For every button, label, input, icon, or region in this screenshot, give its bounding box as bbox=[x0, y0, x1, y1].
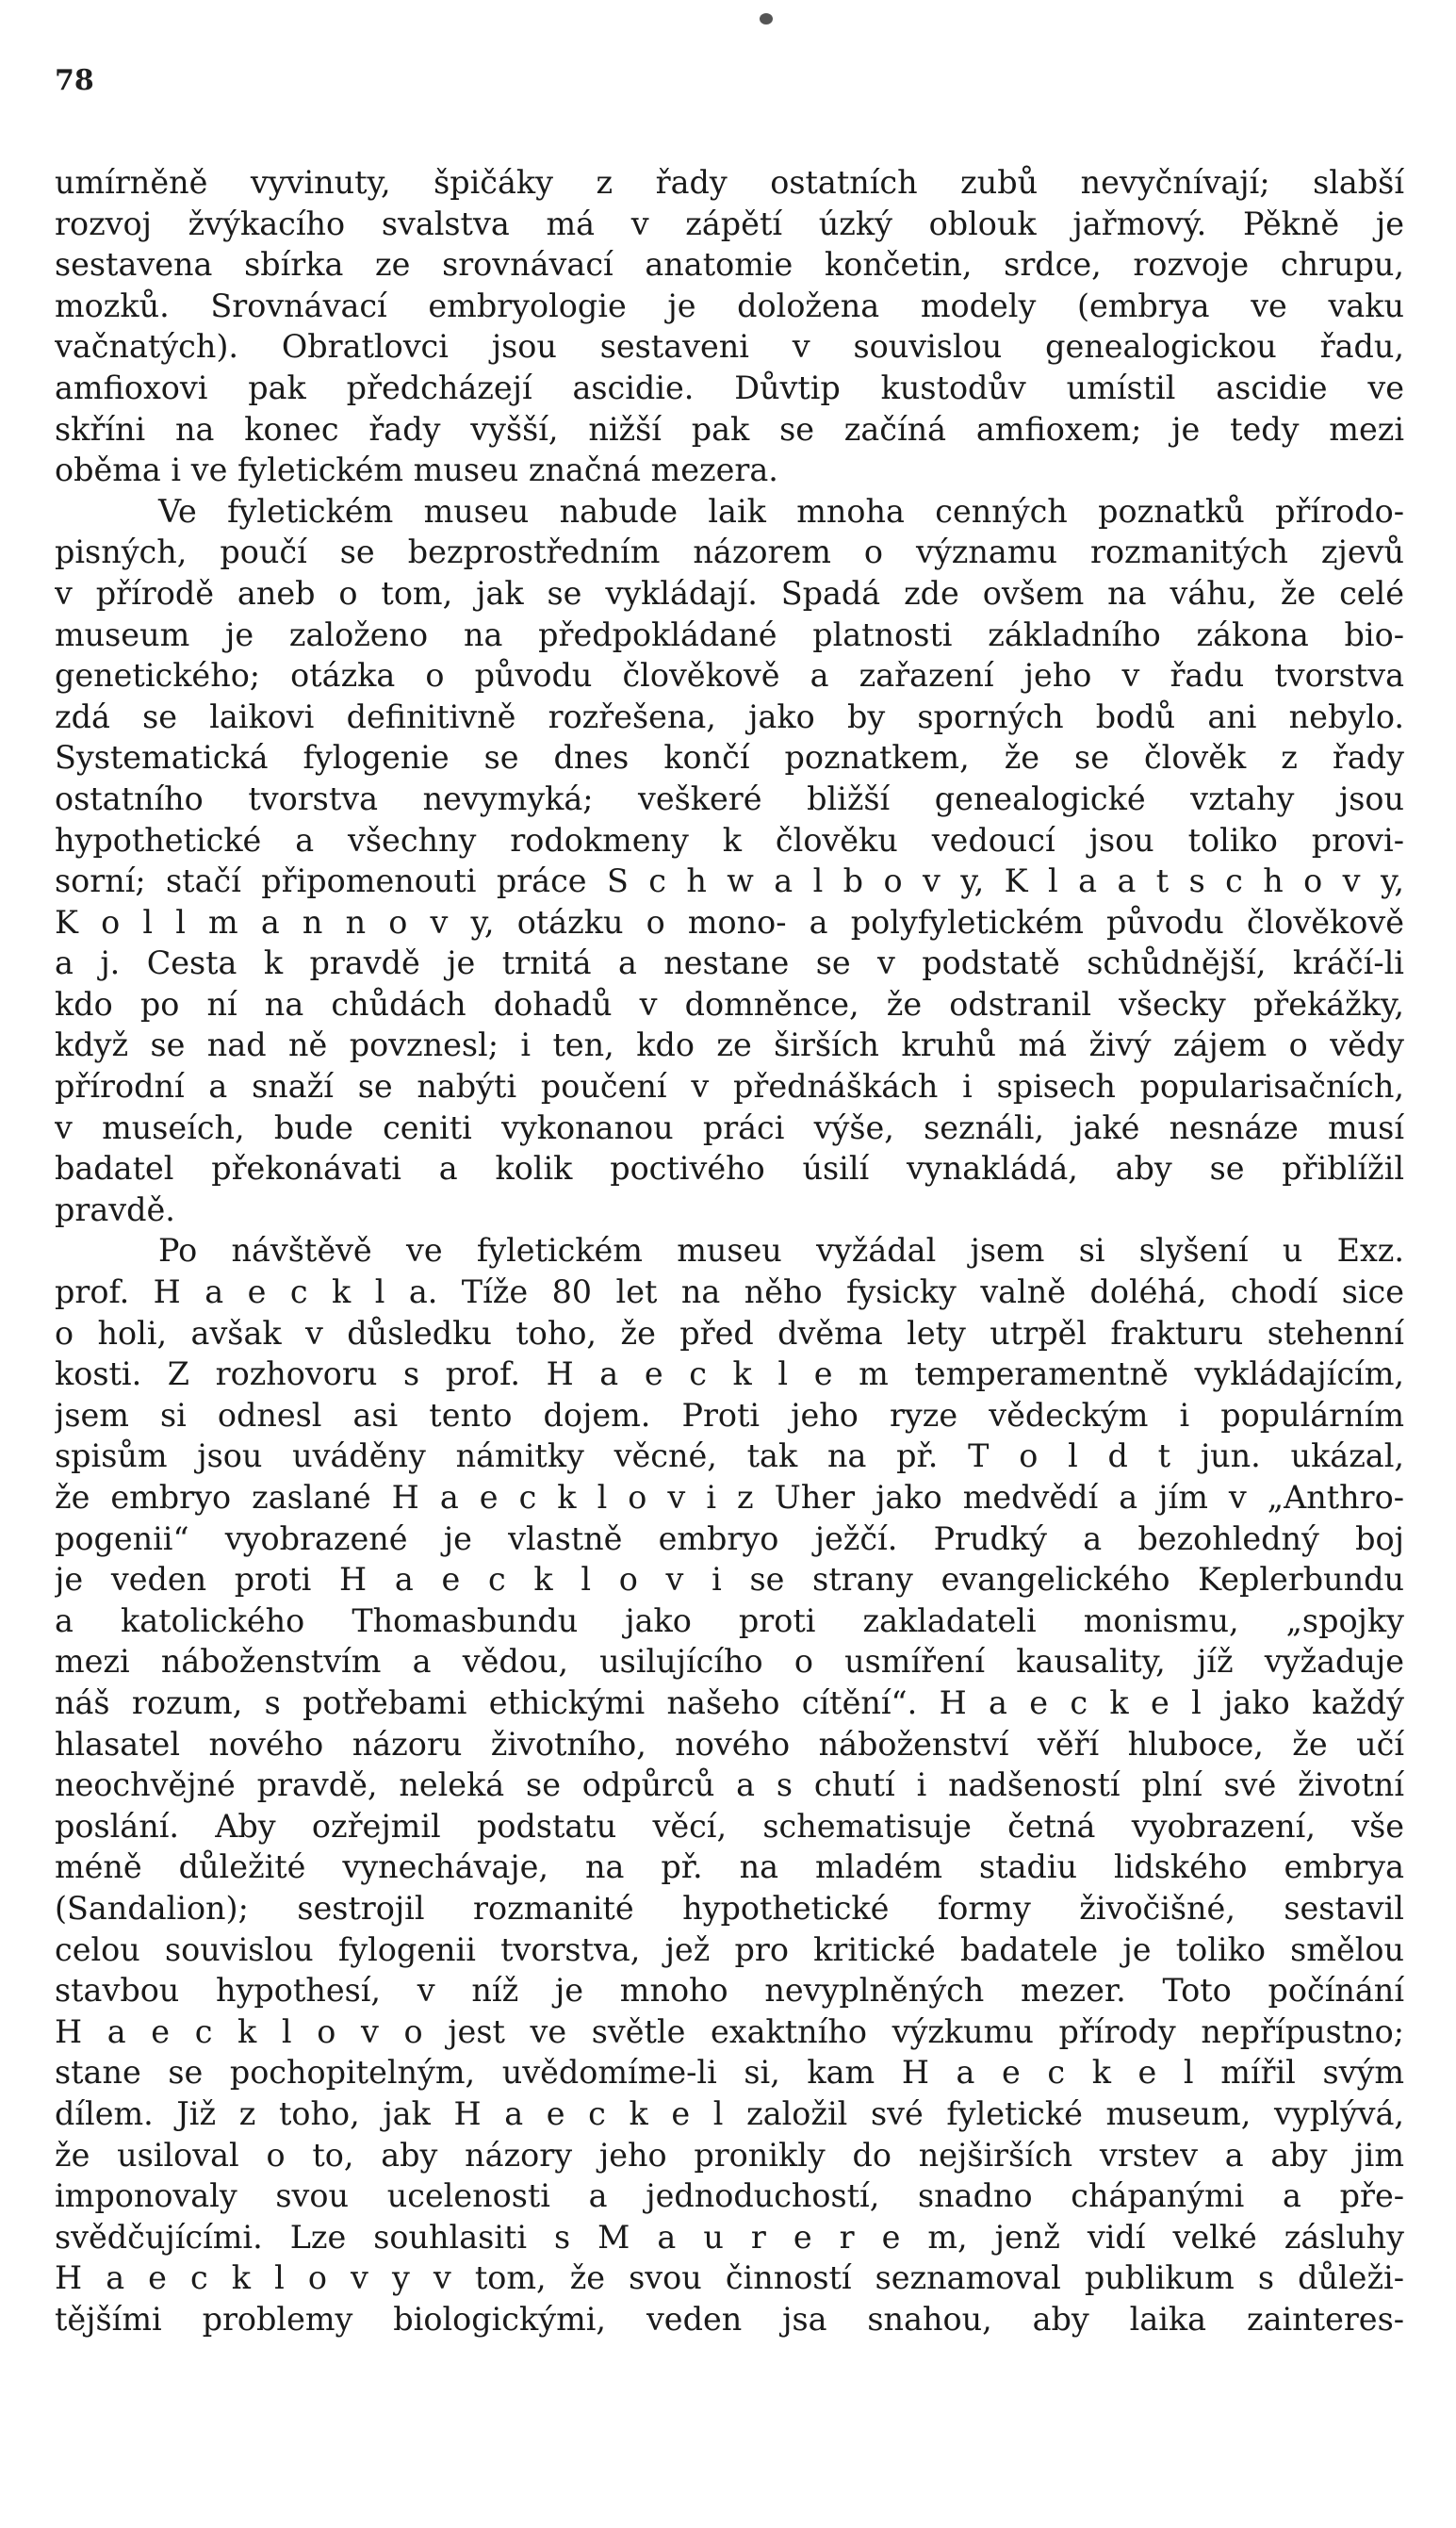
text-line: mozků. Srovnávací embryologie je doložena modely (embrya ve vaku bbox=[55, 287, 1404, 324]
text-line: tějšími problemy biologickými, veden jsa snahou, aby laika zainteres- bbox=[55, 2300, 1404, 2338]
text-line: stavbou hypothesí, v níž je mnoho nevyplněných mezer. Toto počínání bbox=[55, 1972, 1404, 2010]
text-line: dílem. Již z toho, jak H a e c k e l založil své fyletické museum, vyplývá, bbox=[55, 2094, 1404, 2132]
text-line: amfioxovi pak předcházejí ascidie. Důvtip kustodův umístil ascidie ve bbox=[55, 369, 1404, 406]
text-line: a j. Cesta k pravdě je trnitá a nestane se v podstatě schůdnější, kráčí-li bbox=[55, 944, 1404, 982]
text-line: sorní; stačí připomenouti práce S c h w a l b o v y, K l a a t s c h o v y, bbox=[55, 862, 1404, 900]
page-number: 78 bbox=[55, 64, 94, 97]
text-line: pisných, poučí se bezprostředním názorem o významu rozmanitých zjevů bbox=[55, 534, 1404, 571]
text-line: celou souvislou fylogenii tvorstva, jež pro kritické badatele je toliko smělou bbox=[55, 1930, 1404, 1968]
text-line: svědčujícími. Lze souhlasiti s M a u r e r e m, jenž vidí velké zásluhy bbox=[55, 2218, 1404, 2256]
text-line: rozvoj žvýkacího svalstva má v zápětí úzký oblouk jařmový. Pěkně je bbox=[55, 205, 1404, 242]
text-line: v přírodě aneb o tom, jak se vykládají. Spadá zde ovšem na váhu, že celé bbox=[55, 574, 1404, 612]
text-line: umírněně vyvinuty, špičáky z řady ostatních zubů nevyčnívají; slabší bbox=[55, 164, 1404, 201]
text-line: a katolického Thomasbundu jako proti zakladateli monismu, „spojky bbox=[55, 1601, 1404, 1639]
text-line: mezi náboženstvím a vědou, usilujícího o usmíření kausality, jíž vyžaduje bbox=[55, 1643, 1404, 1681]
text-line: Systematická fylogenie se dnes končí poznatkem, že se člověk z řady bbox=[55, 739, 1404, 777]
text-line: kosti. Z rozhovoru s prof. H a e c k l e m temperamentně vykládajícím, bbox=[55, 1355, 1404, 1393]
text-line: jsem si odnesl asi tento dojem. Proti jeho ryze vědeckým i populárním bbox=[55, 1396, 1404, 1434]
text-line: sestavena sbírka ze srovnávací anatomie končetin, srdce, rozvoje chrupu, bbox=[55, 246, 1404, 284]
text-line: stane se pochopitelným, uvědomíme-li si, kam H a e c k e l mířil svým bbox=[55, 2054, 1404, 2092]
text-line: K o l l m a n n o v y, otázku o mono- a polyfyletickém původu člověkově bbox=[55, 903, 1404, 941]
text-line: o holi, avšak v důsledku toho, že před dvěma lety utrpěl frakturu stehenní bbox=[55, 1314, 1404, 1352]
text-line: prof. H a e c k l a. Tíže 80 let na něho fysicky valně doléhá, chodí sice bbox=[55, 1273, 1404, 1311]
text-line: zdá se laikovi definitivně rozřešena, jako by sporných bodů ani nebylo. bbox=[55, 698, 1404, 735]
text-line: museum je založeno na předpokládané platnosti základního zákona bio- bbox=[55, 616, 1404, 653]
text-line: neochvějné pravdě, neleká se odpůrců a s chutí i nadšeností plní své životní bbox=[55, 1766, 1404, 1804]
text-line: skříni na konec řady vyšší, nižší pak se začíná amfioxem; je tedy mezi bbox=[55, 410, 1404, 448]
body-text bbox=[55, 162, 1404, 2339]
text-line: H a e c k l o v y v tom, že svou činností seznamoval publikum s důleži- bbox=[55, 2259, 1404, 2297]
text-line: že usiloval o to, aby názory jeho pronikly do nejširších vrstev a aby jim bbox=[55, 2136, 1404, 2174]
text-line: hypothetické a všechny rodokmeny k člověku vedoucí jsou toliko provi- bbox=[55, 821, 1404, 859]
text-line: že embryo zaslané H a e c k l o v i z Uher jako medvědí a jím v „Anthro- bbox=[55, 1479, 1404, 1516]
text-line: ostatního tvorstva nevymyká; veškeré bližší genealogické vztahy jsou bbox=[55, 780, 1404, 817]
text-line: je veden proti H a e c k l o v i se strany evangelického Keplerbundu bbox=[55, 1561, 1404, 1599]
text-line: pogenii“ vyobrazené je vlastně embryo ježčí. Prudký a bezohledný boj bbox=[55, 1519, 1404, 1557]
text-line: vačnatých). Obratlovci jsou sestaveni v souvislou genealogickou řadu, bbox=[55, 328, 1404, 366]
text-line: oběma i ve fyletickém museu značná mezera. bbox=[55, 451, 778, 489]
text-line: spisům jsou uváděny námitky věcné, tak na př. T o l d t jun. ukázal, bbox=[55, 1437, 1404, 1475]
text-line: poslání. Aby ozřejmil podstatu věcí, schematisuje četná vyobrazení, vše bbox=[55, 1807, 1404, 1845]
text-line: (Sandalion); sestrojil rozmanité hypothetické formy živočišné, sestavil bbox=[55, 1889, 1404, 1927]
text-line: když se nad ně povznesl; i ten, kdo ze širších kruhů má živý zájem o vědy bbox=[55, 1026, 1404, 1064]
text-line: badatel překonávati a kolik poctivého úsilí vynakládá, aby se přiblížil bbox=[55, 1150, 1404, 1188]
text-line: Ve fyletickém museu nabude laik mnoha cenných poznatků přírodo- bbox=[158, 492, 1404, 530]
text-line: genetického; otázka o původu člověkově a zařazení jeho v řadu tvorstva bbox=[55, 657, 1404, 695]
text-line: náš rozum, s potřebami ethickými našeho cítění“. H a e c k e l jako každý bbox=[55, 1683, 1404, 1721]
text-line: Po návštěvě ve fyletickém museu vyžádal jsem si slyšení u Exz. bbox=[158, 1232, 1404, 1270]
text-line: v museích, bude ceniti vykonanou práci výše, seználi, jaké nesnáze musí bbox=[55, 1108, 1404, 1146]
text-line: méně důležité vynechávaje, na př. na mladém stadiu lidského embrya bbox=[55, 1848, 1404, 1886]
text-line: hlasatel nového názoru životního, nového náboženství věří hluboce, že učí bbox=[55, 1725, 1404, 1763]
text-line: pravdě. bbox=[55, 1190, 175, 1228]
text-line: H a e c k l o v o jest ve světle exaktního výzkumu přírody nepřípustno; bbox=[55, 2012, 1404, 2050]
text-line: imponovaly svou ucelenosti a jednoduchostí, snadno chápanými a pře- bbox=[55, 2177, 1404, 2215]
text-line: přírodní a snaží se nabýti poučení v přednáškách i spisech popularisačních, bbox=[55, 1068, 1404, 1106]
text-line: kdo po ní na chůdách dohadů v domněnce, že odstranil všecky překážky, bbox=[55, 985, 1404, 1023]
print-mark-dot bbox=[760, 13, 773, 25]
